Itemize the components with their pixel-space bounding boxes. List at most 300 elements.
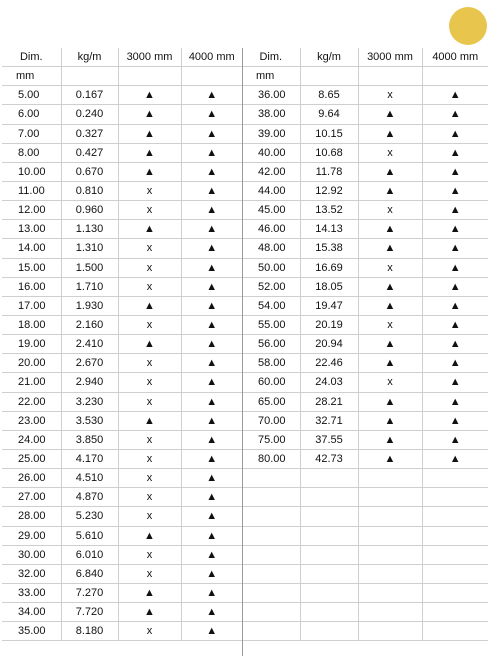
stock-3000mm-cell: x xyxy=(118,258,181,277)
stock-4000mm-cell: ▲ xyxy=(422,258,488,277)
dim-cell: 19.00 xyxy=(2,335,61,354)
dim-cell: 17.00 xyxy=(2,296,61,315)
table-row xyxy=(2,603,242,622)
stock-3000mm-cell: ▲ xyxy=(358,220,422,239)
stock-4000mm-cell: ▲ xyxy=(181,181,242,200)
unit-mm: mm xyxy=(242,67,300,86)
header-3000mm: 3000 mm xyxy=(118,48,181,67)
stock-3000mm-cell xyxy=(358,469,422,488)
stock-4000mm-cell xyxy=(422,564,488,583)
stock-3000mm-cell: x xyxy=(358,143,422,162)
dim-cell: 32.00 xyxy=(2,564,61,583)
unit-row xyxy=(242,67,488,86)
kgm-cell: 0.960 xyxy=(61,201,118,220)
stock-3000mm-cell: ▲ xyxy=(358,181,422,200)
kgm-cell: 0.670 xyxy=(61,162,118,181)
table-row xyxy=(2,181,242,200)
table-row xyxy=(242,430,488,449)
unit-blank xyxy=(61,67,118,86)
dim-cell: 23.00 xyxy=(2,411,61,430)
header-4000mm: 4000 mm xyxy=(422,48,488,67)
kgm-cell: 3.530 xyxy=(61,411,118,430)
stock-3000mm-cell xyxy=(358,583,422,602)
kgm-cell xyxy=(300,507,358,526)
stock-3000mm-cell: ▲ xyxy=(118,335,181,354)
stock-3000mm-cell: x xyxy=(358,315,422,334)
stock-3000mm-cell: x xyxy=(118,277,181,296)
dim-cell: 75.00 xyxy=(242,430,300,449)
unit-blank xyxy=(118,67,181,86)
table-row xyxy=(2,488,242,507)
kgm-cell: 20.94 xyxy=(300,335,358,354)
stock-4000mm-cell xyxy=(422,545,488,564)
empty-row xyxy=(242,622,488,641)
stock-4000mm-cell: ▲ xyxy=(422,181,488,200)
stock-4000mm-cell: ▲ xyxy=(181,430,242,449)
dim-cell: 30.00 xyxy=(2,545,61,564)
stock-3000mm-cell: ▲ xyxy=(358,430,422,449)
stock-3000mm-cell: ▲ xyxy=(118,526,181,545)
stock-3000mm-cell: ▲ xyxy=(358,105,422,124)
kgm-cell: 19.47 xyxy=(300,296,358,315)
stock-4000mm-cell: ▲ xyxy=(181,507,242,526)
stock-3000mm-cell: x xyxy=(118,507,181,526)
stock-3000mm-cell: x xyxy=(118,430,181,449)
stock-3000mm-cell xyxy=(358,603,422,622)
stock-3000mm-cell: ▲ xyxy=(358,449,422,468)
dim-cell: 28.00 xyxy=(2,507,61,526)
dim-cell xyxy=(242,526,300,545)
kgm-cell xyxy=(300,603,358,622)
dim-cell: 38.00 xyxy=(242,105,300,124)
table-row xyxy=(242,220,488,239)
header-row xyxy=(2,48,242,67)
header-3000mm: 3000 mm xyxy=(358,48,422,67)
table-row xyxy=(242,258,488,277)
kgm-cell: 7.270 xyxy=(61,583,118,602)
table-row xyxy=(242,373,488,392)
kgm-cell: 12.92 xyxy=(300,181,358,200)
dim-cell: 29.00 xyxy=(2,526,61,545)
unit-row xyxy=(2,67,242,86)
table-row xyxy=(2,105,242,124)
table-row xyxy=(242,277,488,296)
stock-4000mm-cell: ▲ xyxy=(181,162,242,181)
kgm-cell: 20.19 xyxy=(300,315,358,334)
header-kgm: kg/m xyxy=(61,48,118,67)
table-row xyxy=(2,354,242,373)
stock-4000mm-cell xyxy=(422,583,488,602)
dim-cell: 25.00 xyxy=(2,449,61,468)
stock-3000mm-cell: ▲ xyxy=(358,392,422,411)
table-row xyxy=(242,201,488,220)
stock-3000mm-cell xyxy=(358,622,422,641)
dim-cell: 22.00 xyxy=(2,392,61,411)
kgm-cell: 1.500 xyxy=(61,258,118,277)
header-kgm: kg/m xyxy=(300,48,358,67)
unit-blank xyxy=(181,67,242,86)
stock-4000mm-cell: ▲ xyxy=(422,143,488,162)
stock-3000mm-cell: ▲ xyxy=(118,162,181,181)
unit-blank xyxy=(300,67,358,86)
column-divider xyxy=(242,48,243,656)
stock-4000mm-cell: ▲ xyxy=(181,201,242,220)
stock-3000mm-cell: x xyxy=(118,181,181,200)
dim-cell: 40.00 xyxy=(242,143,300,162)
table-row xyxy=(242,86,488,105)
stock-4000mm-cell: ▲ xyxy=(181,86,242,105)
stock-3000mm-cell: x xyxy=(358,373,422,392)
header-dim: Dim. xyxy=(242,48,300,67)
table-row xyxy=(2,430,242,449)
empty-row xyxy=(242,469,488,488)
table-row xyxy=(242,449,488,468)
table-row xyxy=(2,622,242,641)
stock-3000mm-cell: x xyxy=(118,469,181,488)
kgm-cell: 5.610 xyxy=(61,526,118,545)
header-4000mm: 4000 mm xyxy=(181,48,242,67)
stock-3000mm-cell: x xyxy=(118,392,181,411)
stock-4000mm-cell: ▲ xyxy=(422,296,488,315)
table-row xyxy=(242,335,488,354)
header-dim: Dim. xyxy=(2,48,61,67)
kgm-cell: 2.940 xyxy=(61,373,118,392)
dim-cell: 48.00 xyxy=(242,239,300,258)
dim-cell: 10.00 xyxy=(2,162,61,181)
stock-3000mm-cell: ▲ xyxy=(358,162,422,181)
accent-dot xyxy=(449,7,487,45)
empty-row xyxy=(242,507,488,526)
stock-3000mm-cell: x xyxy=(118,488,181,507)
stock-4000mm-cell: ▲ xyxy=(181,526,242,545)
kgm-cell: 13.52 xyxy=(300,201,358,220)
table-row xyxy=(242,392,488,411)
dim-cell: 52.00 xyxy=(242,277,300,296)
dim-cell: 65.00 xyxy=(242,392,300,411)
dim-cell: 44.00 xyxy=(242,181,300,200)
stock-4000mm-cell: ▲ xyxy=(422,335,488,354)
dim-cell xyxy=(242,507,300,526)
unit-mm: mm xyxy=(2,67,61,86)
kgm-cell: 8.180 xyxy=(61,622,118,641)
stock-4000mm-cell: ▲ xyxy=(422,220,488,239)
stock-4000mm-cell: ▲ xyxy=(422,373,488,392)
stock-3000mm-cell xyxy=(358,526,422,545)
kgm-cell: 1.130 xyxy=(61,220,118,239)
stock-4000mm-cell: ▲ xyxy=(181,488,242,507)
dim-cell: 45.00 xyxy=(242,201,300,220)
stock-4000mm-cell: ▲ xyxy=(181,411,242,430)
table-row xyxy=(2,162,242,181)
table-row xyxy=(2,277,242,296)
stock-4000mm-cell: ▲ xyxy=(181,469,242,488)
table-row xyxy=(242,181,488,200)
stock-4000mm-cell: ▲ xyxy=(422,277,488,296)
table-row xyxy=(2,449,242,468)
dim-cell: 55.00 xyxy=(242,315,300,334)
dim-cell: 13.00 xyxy=(2,220,61,239)
kgm-cell: 2.410 xyxy=(61,335,118,354)
dim-cell: 58.00 xyxy=(242,354,300,373)
stock-3000mm-cell xyxy=(358,545,422,564)
table-row xyxy=(2,583,242,602)
stock-3000mm-cell: x xyxy=(358,258,422,277)
kgm-cell: 4.870 xyxy=(61,488,118,507)
kgm-cell: 15.38 xyxy=(300,239,358,258)
table-row xyxy=(2,220,242,239)
stock-4000mm-cell: ▲ xyxy=(181,258,242,277)
kgm-cell: 14.13 xyxy=(300,220,358,239)
stock-table-right xyxy=(242,48,488,641)
kgm-cell: 0.427 xyxy=(61,143,118,162)
dim-cell: 56.00 xyxy=(242,335,300,354)
stock-3000mm-cell: ▲ xyxy=(118,86,181,105)
dim-cell: 80.00 xyxy=(242,449,300,468)
kgm-cell: 0.240 xyxy=(61,105,118,124)
dim-cell: 60.00 xyxy=(242,373,300,392)
kgm-cell: 0.327 xyxy=(61,124,118,143)
empty-row xyxy=(242,545,488,564)
kgm-cell: 10.68 xyxy=(300,143,358,162)
dim-cell: 24.00 xyxy=(2,430,61,449)
stock-4000mm-cell: ▲ xyxy=(181,564,242,583)
dim-cell: 26.00 xyxy=(2,469,61,488)
stock-3000mm-cell xyxy=(358,507,422,526)
unit-blank xyxy=(358,67,422,86)
stock-3000mm-cell: ▲ xyxy=(358,335,422,354)
table-row xyxy=(2,296,242,315)
dim-cell: 50.00 xyxy=(242,258,300,277)
dim-cell: 42.00 xyxy=(242,162,300,181)
dim-cell xyxy=(242,622,300,641)
dim-cell: 39.00 xyxy=(242,124,300,143)
table-row xyxy=(242,296,488,315)
table-row xyxy=(2,411,242,430)
table-row xyxy=(2,239,242,258)
stock-4000mm-cell: ▲ xyxy=(181,143,242,162)
dim-cell: 5.00 xyxy=(2,86,61,105)
table-row xyxy=(2,526,242,545)
stock-4000mm-cell: ▲ xyxy=(181,545,242,564)
stock-4000mm-cell: ▲ xyxy=(422,392,488,411)
stock-4000mm-cell: ▲ xyxy=(181,124,242,143)
stock-table-left xyxy=(2,48,242,641)
kgm-cell: 7.720 xyxy=(61,603,118,622)
table-row xyxy=(242,239,488,258)
kgm-cell: 6.010 xyxy=(61,545,118,564)
stock-4000mm-cell: ▲ xyxy=(422,201,488,220)
stock-4000mm-cell: ▲ xyxy=(422,86,488,105)
kgm-cell: 2.670 xyxy=(61,354,118,373)
stock-4000mm-cell: ▲ xyxy=(181,315,242,334)
stock-4000mm-cell: ▲ xyxy=(181,277,242,296)
stock-4000mm-cell: ▲ xyxy=(422,105,488,124)
stock-3000mm-cell: ▲ xyxy=(358,124,422,143)
kgm-cell: 3.850 xyxy=(61,430,118,449)
kgm-cell: 24.03 xyxy=(300,373,358,392)
stock-4000mm-cell: ▲ xyxy=(181,449,242,468)
stock-3000mm-cell: ▲ xyxy=(118,603,181,622)
table-row xyxy=(242,143,488,162)
kgm-cell: 42.73 xyxy=(300,449,358,468)
stock-3000mm-cell: ▲ xyxy=(358,354,422,373)
dim-cell: 27.00 xyxy=(2,488,61,507)
stock-4000mm-cell: ▲ xyxy=(181,392,242,411)
stock-3000mm-cell: ▲ xyxy=(118,296,181,315)
stock-3000mm-cell: x xyxy=(118,449,181,468)
stock-4000mm-cell: ▲ xyxy=(181,373,242,392)
kgm-cell: 5.230 xyxy=(61,507,118,526)
table-row xyxy=(2,315,242,334)
table-row xyxy=(2,507,242,526)
dim-cell: 70.00 xyxy=(242,411,300,430)
kgm-cell: 18.05 xyxy=(300,277,358,296)
table-row xyxy=(242,105,488,124)
table-row xyxy=(2,373,242,392)
kgm-cell: 11.78 xyxy=(300,162,358,181)
stock-3000mm-cell: ▲ xyxy=(118,143,181,162)
kgm-cell: 3.230 xyxy=(61,392,118,411)
kgm-cell xyxy=(300,526,358,545)
stock-3000mm-cell xyxy=(358,564,422,583)
table-row xyxy=(2,258,242,277)
dim-cell: 8.00 xyxy=(2,143,61,162)
kgm-cell xyxy=(300,583,358,602)
kgm-cell xyxy=(300,469,358,488)
dim-cell: 11.00 xyxy=(2,181,61,200)
stock-4000mm-cell: ▲ xyxy=(422,430,488,449)
stock-4000mm-cell xyxy=(422,507,488,526)
table-row xyxy=(2,86,242,105)
stock-4000mm-cell: ▲ xyxy=(181,220,242,239)
dim-cell: 46.00 xyxy=(242,220,300,239)
stock-4000mm-cell xyxy=(422,603,488,622)
table-row xyxy=(2,201,242,220)
stock-3000mm-cell: ▲ xyxy=(358,239,422,258)
stock-4000mm-cell: ▲ xyxy=(181,335,242,354)
stock-4000mm-cell xyxy=(422,622,488,641)
dim-cell xyxy=(242,603,300,622)
dim-cell: 36.00 xyxy=(242,86,300,105)
stock-4000mm-cell: ▲ xyxy=(181,105,242,124)
kgm-cell: 4.510 xyxy=(61,469,118,488)
empty-row xyxy=(242,603,488,622)
stock-4000mm-cell: ▲ xyxy=(422,411,488,430)
stock-4000mm-cell: ▲ xyxy=(181,354,242,373)
table-row xyxy=(2,469,242,488)
stock-3000mm-cell: ▲ xyxy=(118,105,181,124)
kgm-cell: 0.810 xyxy=(61,181,118,200)
dim-cell: 16.00 xyxy=(2,277,61,296)
dim-cell: 33.00 xyxy=(2,583,61,602)
dim-cell: 54.00 xyxy=(242,296,300,315)
stock-4000mm-cell: ▲ xyxy=(422,449,488,468)
stock-4000mm-cell: ▲ xyxy=(422,162,488,181)
dim-cell xyxy=(242,545,300,564)
kgm-cell: 32.71 xyxy=(300,411,358,430)
stock-3000mm-cell: x xyxy=(118,373,181,392)
stock-3000mm-cell xyxy=(358,488,422,507)
dim-cell xyxy=(242,583,300,602)
kgm-cell: 8.65 xyxy=(300,86,358,105)
unit-blank xyxy=(422,67,488,86)
stock-3000mm-cell: x xyxy=(118,239,181,258)
table-row xyxy=(242,162,488,181)
stock-4000mm-cell: ▲ xyxy=(422,124,488,143)
dim-cell: 18.00 xyxy=(2,315,61,334)
table-row xyxy=(2,124,242,143)
kgm-cell: 1.930 xyxy=(61,296,118,315)
table-row xyxy=(242,315,488,334)
dim-cell: 34.00 xyxy=(2,603,61,622)
empty-row xyxy=(242,564,488,583)
stock-4000mm-cell: ▲ xyxy=(181,622,242,641)
stock-4000mm-cell: ▲ xyxy=(181,296,242,315)
stock-3000mm-cell: ▲ xyxy=(118,124,181,143)
empty-row xyxy=(242,488,488,507)
dim-cell: 15.00 xyxy=(2,258,61,277)
stock-3000mm-cell: x xyxy=(118,564,181,583)
stock-3000mm-cell: x xyxy=(358,86,422,105)
kgm-cell: 6.840 xyxy=(61,564,118,583)
table-row xyxy=(2,335,242,354)
table-row xyxy=(242,124,488,143)
kgm-cell xyxy=(300,545,358,564)
stock-3000mm-cell: ▲ xyxy=(118,583,181,602)
dim-cell: 12.00 xyxy=(2,201,61,220)
stock-4000mm-cell: ▲ xyxy=(181,239,242,258)
kgm-cell: 16.69 xyxy=(300,258,358,277)
stock-4000mm-cell: ▲ xyxy=(422,354,488,373)
kgm-cell: 22.46 xyxy=(300,354,358,373)
dim-cell: 14.00 xyxy=(2,239,61,258)
empty-row xyxy=(242,583,488,602)
stock-3000mm-cell: x xyxy=(118,315,181,334)
table-row xyxy=(242,411,488,430)
stock-3000mm-cell: x xyxy=(118,354,181,373)
dim-cell xyxy=(242,469,300,488)
kgm-cell: 0.167 xyxy=(61,86,118,105)
kgm-cell: 10.15 xyxy=(300,124,358,143)
kgm-cell: 4.170 xyxy=(61,449,118,468)
stock-4000mm-cell: ▲ xyxy=(181,583,242,602)
kgm-cell: 1.710 xyxy=(61,277,118,296)
dim-cell: 7.00 xyxy=(2,124,61,143)
stock-3000mm-cell: x xyxy=(358,201,422,220)
table-row xyxy=(2,143,242,162)
kgm-cell: 9.64 xyxy=(300,105,358,124)
kgm-cell: 28.21 xyxy=(300,392,358,411)
stock-3000mm-cell: ▲ xyxy=(118,220,181,239)
dim-cell xyxy=(242,488,300,507)
dim-cell xyxy=(242,564,300,583)
stock-3000mm-cell: x xyxy=(118,545,181,564)
table-row xyxy=(2,545,242,564)
stock-3000mm-cell: x xyxy=(118,201,181,220)
table-row xyxy=(242,354,488,373)
stock-4000mm-cell xyxy=(422,488,488,507)
stock-4000mm-cell xyxy=(422,469,488,488)
dim-cell: 21.00 xyxy=(2,373,61,392)
kgm-cell xyxy=(300,488,358,507)
kgm-cell: 1.310 xyxy=(61,239,118,258)
table-row xyxy=(2,392,242,411)
stock-3000mm-cell: x xyxy=(118,622,181,641)
empty-row xyxy=(242,526,488,545)
kgm-cell xyxy=(300,622,358,641)
kgm-cell xyxy=(300,564,358,583)
stock-4000mm-cell: ▲ xyxy=(422,239,488,258)
